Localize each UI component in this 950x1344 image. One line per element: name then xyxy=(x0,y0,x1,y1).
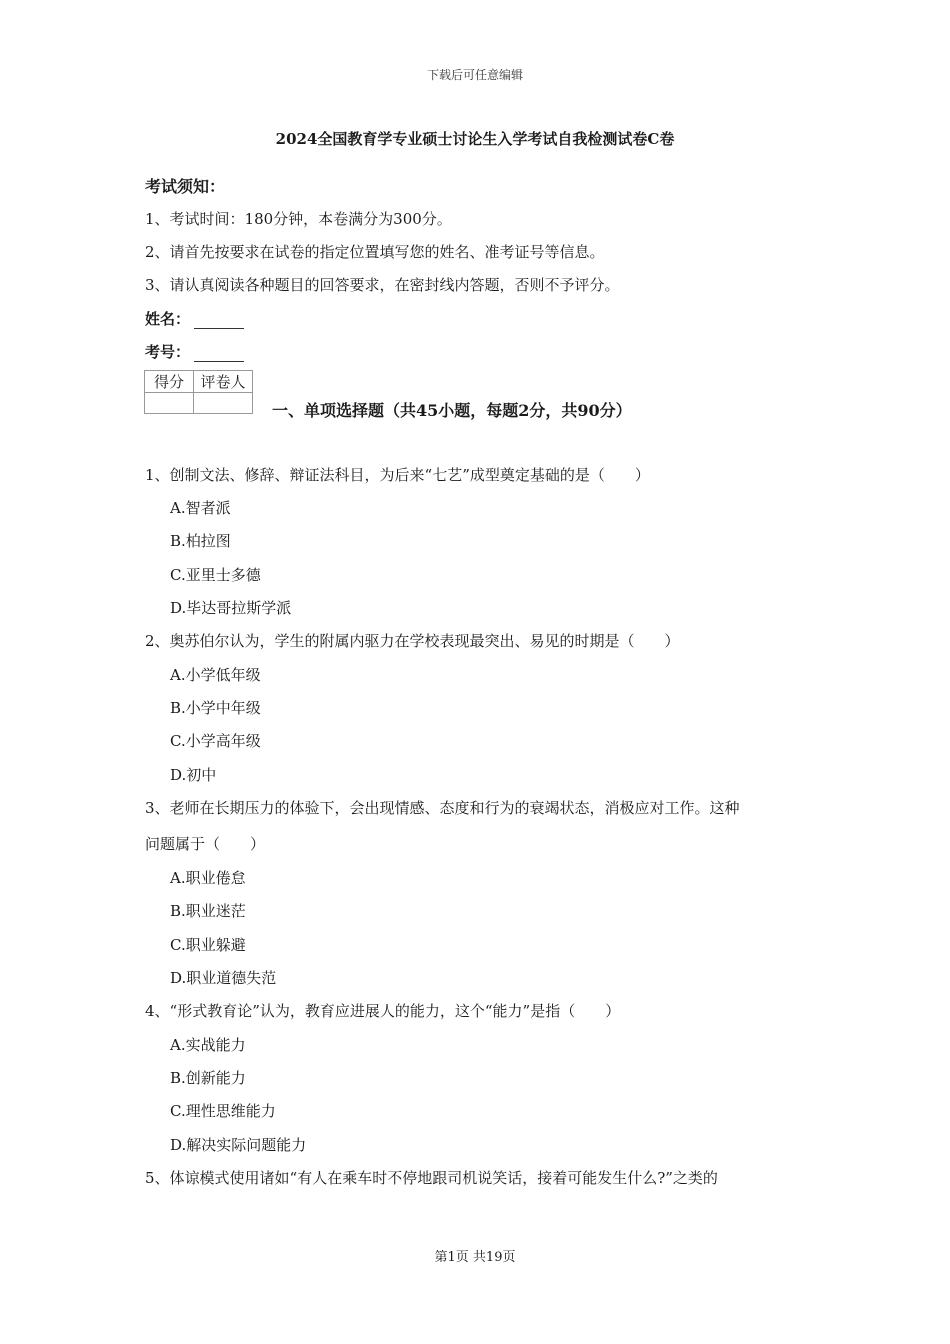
question-option: C.职业躲避 xyxy=(170,936,246,954)
header-note: 下载后可任意编辑 xyxy=(426,68,523,82)
name-field xyxy=(145,308,244,329)
question-stem: 1、创制文法、修辞、辩证法科目，为后来“七艺”成型奠定基础的是（ ） xyxy=(145,466,650,484)
document-title: 2024全国教育学专业硕士讨论生入学考试自我检测试卷C卷 xyxy=(275,130,675,148)
grader-cell xyxy=(194,393,253,414)
question-option: A.职业倦怠 xyxy=(170,869,246,887)
question-option: B.柏拉图 xyxy=(170,532,231,550)
question-stem: 5、体谅模式使用诸如“有人在乘车时不停地跟司机说笑话，接着可能发生什么?”之类的 xyxy=(145,1169,718,1187)
question-option: D.解决实际问题能力 xyxy=(170,1136,307,1154)
part-title: 一、单项选择题（共45小题，每题2分，共90分） xyxy=(272,401,632,420)
notice-item: 2、请首先按要求在试卷的指定位置填写您的姓名、准考证号等信息。 xyxy=(145,243,605,261)
notice-heading: 考试须知： xyxy=(145,177,226,196)
id-label: 考号： xyxy=(145,343,191,361)
name-blank xyxy=(194,314,244,329)
question-option: A.实战能力 xyxy=(170,1036,246,1054)
id-field xyxy=(145,341,244,362)
question-option: A.小学低年级 xyxy=(170,666,261,684)
question-option: D.职业道德失范 xyxy=(170,969,277,987)
page-footer: 第1页 共19页 xyxy=(434,1250,516,1265)
question-option: C.理性思维能力 xyxy=(170,1102,276,1120)
question-option: D.毕达哥拉斯学派 xyxy=(170,599,292,617)
question-option: D.初中 xyxy=(170,766,217,784)
notice-item: 1、考试时间：180分钟，本卷满分为300分。 xyxy=(145,210,452,228)
question-option: B.职业迷茫 xyxy=(170,902,246,920)
question-option: A.智者派 xyxy=(170,499,231,517)
question-stem: 3、老师在长期压力的体验下，会出现情感、态度和行为的衰竭状态，消极应对工作。这种 xyxy=(145,799,740,817)
id-blank xyxy=(194,347,244,362)
question-stem: 4、“形式教育论”认为，教育应进展人的能力，这个“能力”是指（ ） xyxy=(145,1002,621,1020)
question-stem: 2、奥苏伯尔认为，学生的附属内驱力在学校表现最突出、易见的时期是（ ） xyxy=(145,632,680,650)
score-table xyxy=(144,370,253,414)
score-header: 得分 xyxy=(145,371,194,393)
question-option: B.小学中年级 xyxy=(170,699,261,717)
score-cell xyxy=(145,393,194,414)
name-label: 姓名： xyxy=(145,310,191,328)
notice-item: 3、请认真阅读各种题目的回答要求，在密封线内答题，否则不予评分。 xyxy=(145,276,620,294)
grader-header: 评卷人 xyxy=(194,371,253,393)
question-option: B.创新能力 xyxy=(170,1069,246,1087)
question-option: C.亚里士多德 xyxy=(170,566,261,584)
question-stem-continued: 问题属于（ ） xyxy=(145,835,266,853)
question-option: C.小学高年级 xyxy=(170,732,261,750)
